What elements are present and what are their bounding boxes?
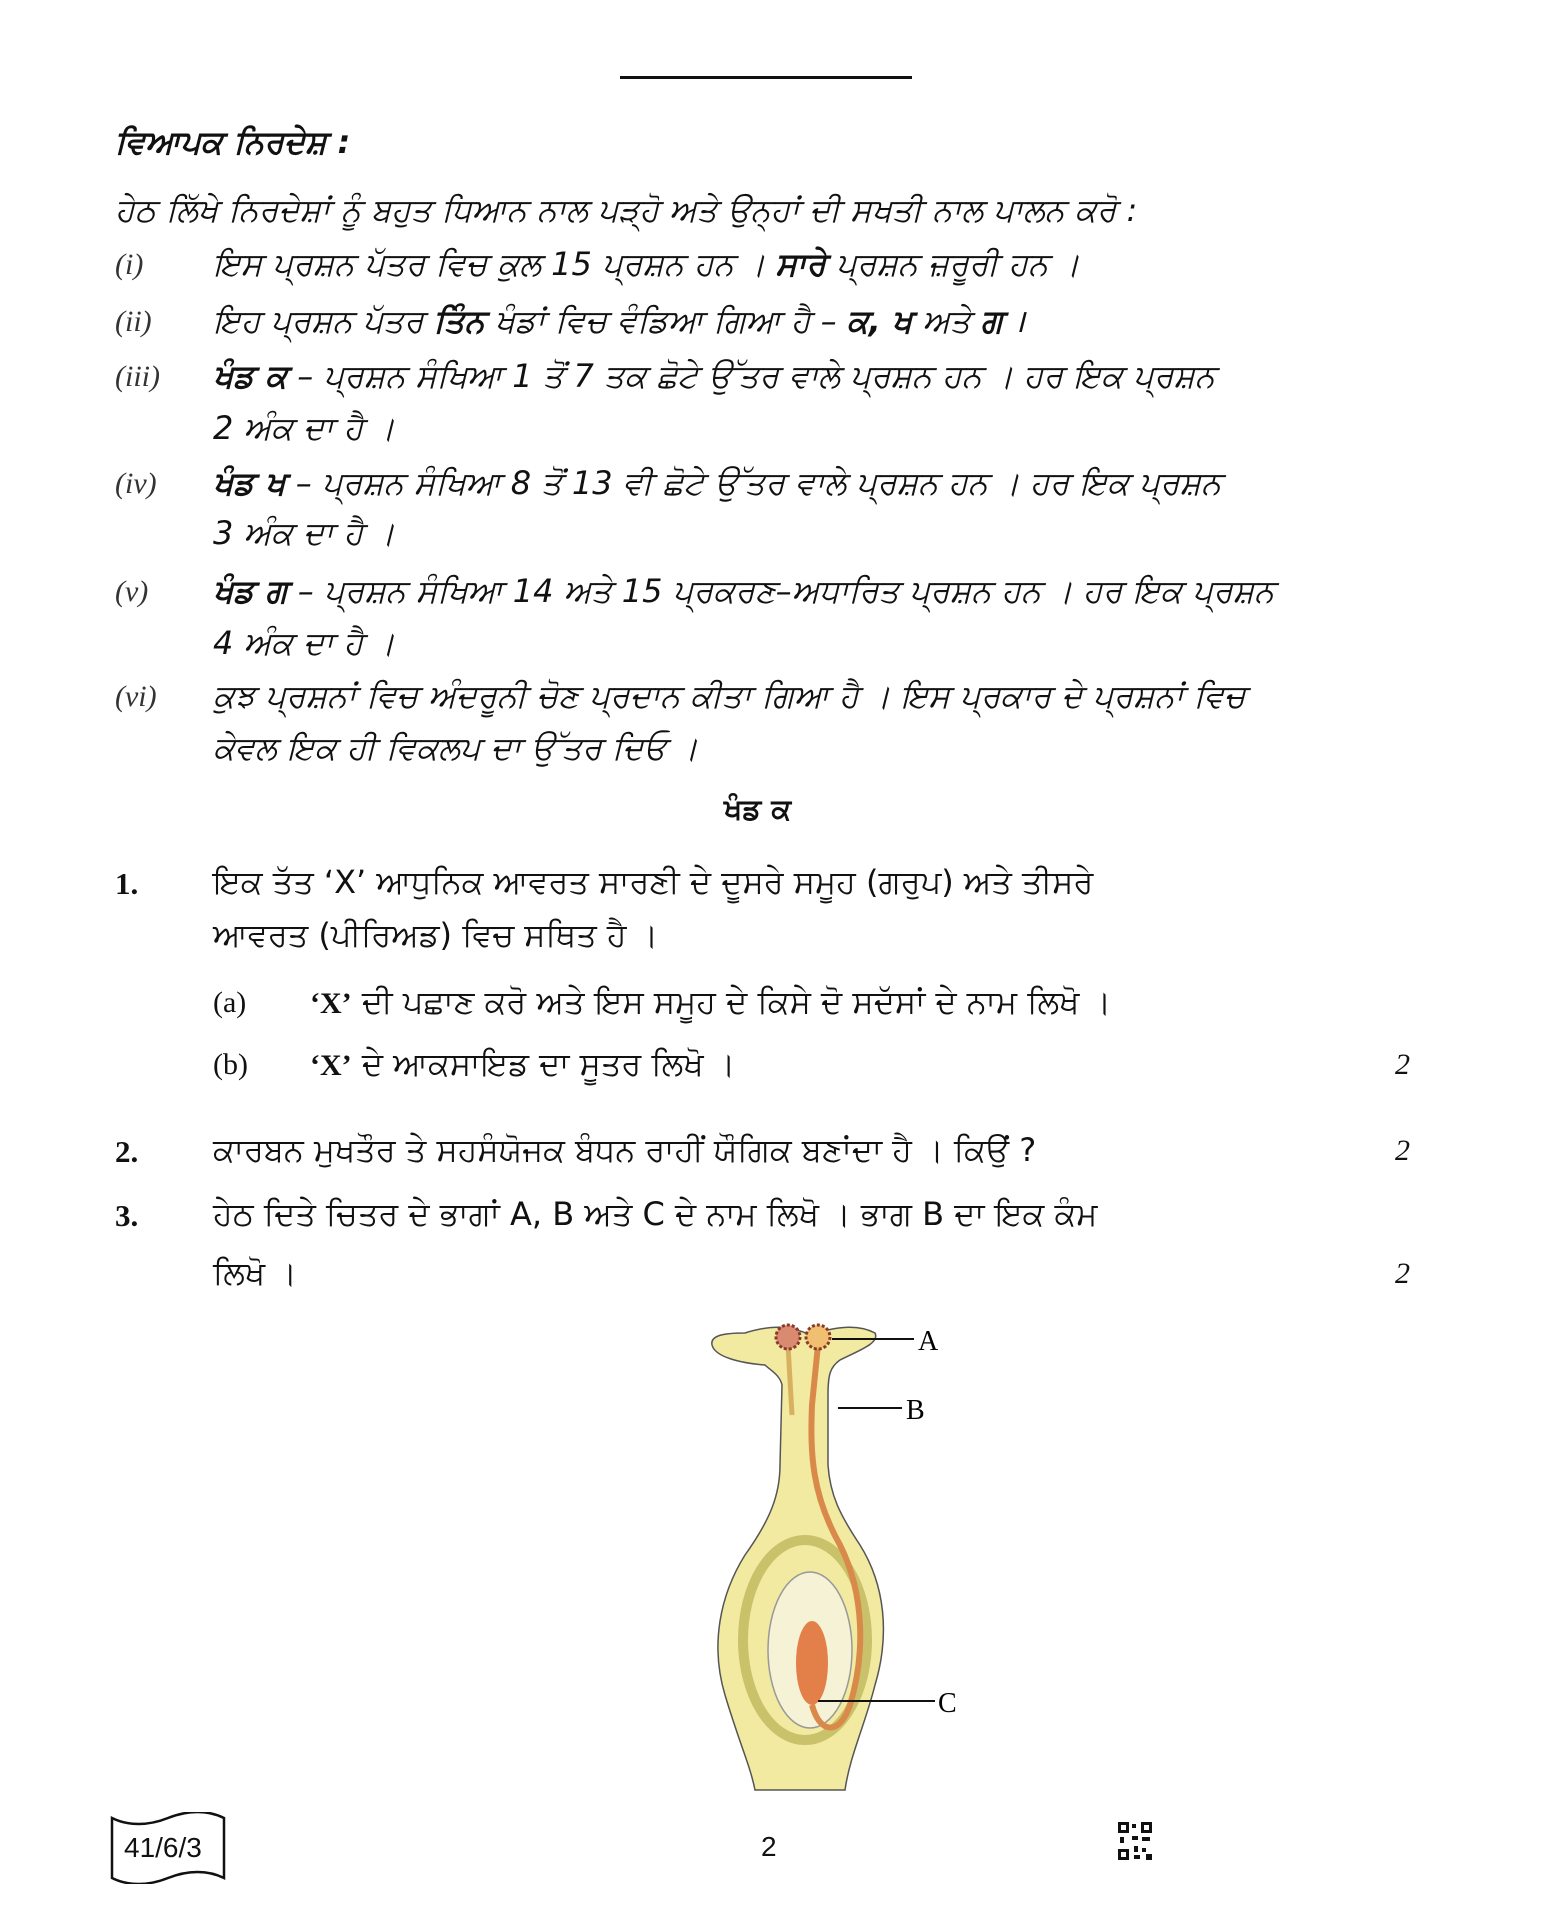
instruction-text: । [1002,302,1026,340]
instruction-bold: ਤਿੰਨ [433,302,485,340]
instruction-text: – ਪ੍ਰਸ਼ਨ ਸੰਖਿਆ 1 ਤੋਂ 7 ਤਕ ਛੋਟੇ ਉੱਤਰ ਵਾਲੇ ਪ੍ਰਸ਼ਨ ਹਨ । ਹਰ ਇਕ ਪ੍ਰਸ਼ਨ [287,357,1215,395]
instruction-item [213,357,1215,395]
page-number: 2 [761,1831,777,1862]
instruction-bold: ਖੰਡ ਕ [213,357,288,395]
instruction-text: – ਪ੍ਰਸ਼ਨ ਸੰਖਿਆ 14 ਅਤੇ 15 ਪ੍ਰਕਰਣ–ਅਧਾਰਿਤ ਪ੍ਰਸ਼ਨ ਹਨ । ਹਰ ਇਕ ਪ੍ਰਸ਼ਨ [287,572,1275,610]
embryo-sac [796,1621,828,1705]
section-title: ਖੰਡ ਕ [724,792,792,826]
instructions-intro: ਹੇਠ ਲਿੱਖੇ ਨਿਰਦੇਸ਼ਾਂ ਨੂੰ ਬਹੁਤ ਧਿਆਨ ਨਾਲ ਪੜ੍ਹੋ ਅਤੇ ਉਨ੍ਹਾਂ ਦੀ ਸਖਤੀ ਨਾਲ ਪਾਲਨ ਕਰੋ : [115,191,1138,229]
qr-code-icon [1118,1822,1152,1860]
subpart-label: (a) [213,986,247,1019]
instruction-item [213,245,1080,283]
instruction-item [213,464,1221,502]
instruction-label: (i) [115,248,144,281]
instruction-continuation: 4 ਅੰਕ ਦਾ ਹੈ । [213,624,395,662]
instructions-heading: ਵਿਆਪਕ ਨਿਰਦੇਸ਼ : [115,123,351,161]
question-text: ਕਾਰਬਨ ਮੁਖਤੌਰ ਤੇ ਸਹਸੰਯੋਜਕ ਬੰਧਨ ਰਾਹੀਂ ਯੌਗਿਕ ਬਣਾਂਦਾ ਹੈ । ਕਿਉਂ ? [213,1131,1037,1169]
pollen-grain [806,1325,830,1349]
subpart-body: ਦੀ ਪਛਾਣ ਕਰੋ ਅਤੇ ਇਸ ਸਮੂਹ ਦੇ ਕਿਸੇ ਦੋ ਸਦੱਸਾਂ ਦੇ ਨਾਮ ਲਿਖੋ । [351,983,1112,1021]
variable-x: ‘X’ [310,987,352,1020]
subpart-body: ਦੇ ਆਕਸਾਇਡ ਦਾ ਸੂਤਰ ਲਿਖੋ । [351,1045,736,1083]
instruction-label: (v) [115,575,149,608]
instruction-label: (ii) [115,305,152,338]
question-marks: 2 [1395,1134,1410,1167]
label-a: A [918,1326,939,1357]
subpart-text [310,983,1112,1021]
instruction-item: ਕੁਝ ਪ੍ਰਸ਼ਨਾਂ ਵਿਚ ਅੰਦਰੂਨੀ ਚੋਣ ਪ੍ਰਦਾਨ ਕੀਤਾ ਗਿਆ ਹੈ । ਇਸ ਪ੍ਰਕਾਰ ਦੇ ਪ੍ਰਸ਼ਨਾਂ ਵਿਚ [213,677,1246,715]
top-rule [620,76,912,79]
instruction-text: – ਪ੍ਰਸ਼ਨ ਸੰਖਿਆ 8 ਤੋਂ 13 ਵੀ ਛੋਟੇ ਉੱਤਰ ਵਾਲੇ ਪ੍ਰਸ਼ਨ ਹਨ । ਹਰ ਇਕ ਪ੍ਰਸ਼ਨ [285,464,1221,502]
subpart-label: (b) [213,1048,248,1081]
instruction-text: ਖੰਡਾਂ ਵਿਚ ਵੰਡਿਆ ਗਿਆ ਹੈ – [484,302,847,340]
pollen-grain [776,1325,800,1349]
variable-x: ‘X’ [310,1049,352,1082]
instruction-bold: ਸਾਰੇ [775,245,826,283]
instruction-continuation: 3 ਅੰਕ ਦਾ ਹੈ । [213,514,395,552]
question-number: 1. [115,866,139,901]
question-marks: 2 [1395,1048,1410,1081]
instruction-label: (iv) [115,467,157,500]
question-text: ਆਵਰਤ (ਪੀਰਿਅਡ) ਵਿਚ ਸਥਿਤ ਹੈ । [213,916,659,954]
instruction-item [213,302,1026,340]
instruction-label: (iii) [115,360,160,393]
question-text: ਲਿਖੋ । [213,1254,297,1292]
instruction-continuation: 2 ਅੰਕ ਦਾ ਹੈ । [213,409,395,447]
subpart-text [310,1045,736,1083]
instruction-bold: ਗ [980,302,1003,340]
label-b: B [906,1395,925,1426]
question-text: ਇਕ ਤੱਤ ‘X’ ਆਧੁਨਿਕ ਆਵਰਤ ਸਾਰਣੀ ਦੇ ਦੂਸਰੇ ਸਮੂਹ (ਗਰੁਪ) ਅਤੇ ਤੀਸਰੇ [213,863,1094,901]
instruction-item [213,572,1275,610]
instruction-bold: ਖੰਡ ਖ [213,464,286,502]
label-c: C [938,1688,957,1719]
instruction-label: (vi) [115,680,157,713]
instruction-continuation: ਕੇਵਲ ਇਕ ਹੀ ਵਿਕਲਪ ਦਾ ਉੱਤਰ ਦਿਓ । [213,729,699,767]
paper-code: 41/6/3 [124,1832,202,1863]
instruction-bold: ਕ, ਖ [846,302,913,340]
pistil-diagram [700,1295,960,1795]
instruction-text: ਅਤੇ [912,302,981,340]
question-number: 3. [115,1198,139,1233]
question-text: ਹੇਠ ਦਿਤੇ ਚਿਤਰ ਦੇ ਭਾਗਾਂ A, B ਅਤੇ C ਦੇ ਨਾਮ ਲਿਖੋ । ਭਾਗ B ਦਾ ਇਕ ਕੰਮ [213,1195,1098,1233]
instruction-text: ਇਹ ਪ੍ਰਸ਼ਨ ਪੱਤਰ [213,302,434,340]
question-number: 2. [115,1134,139,1169]
instruction-bold: ਖੰਡ ਗ [213,572,288,610]
instruction-text: ਇਸ ਪ੍ਰਸ਼ਨ ਪੱਤਰ ਵਿਚ ਕੁਲ 15 ਪ੍ਰਸ਼ਨ ਹਨ । [213,245,776,283]
question-marks: 2 [1395,1257,1410,1290]
instruction-text: ਪ੍ਰਸ਼ਨ ਜ਼ਰੂਰੀ ਹਨ । [825,245,1080,283]
